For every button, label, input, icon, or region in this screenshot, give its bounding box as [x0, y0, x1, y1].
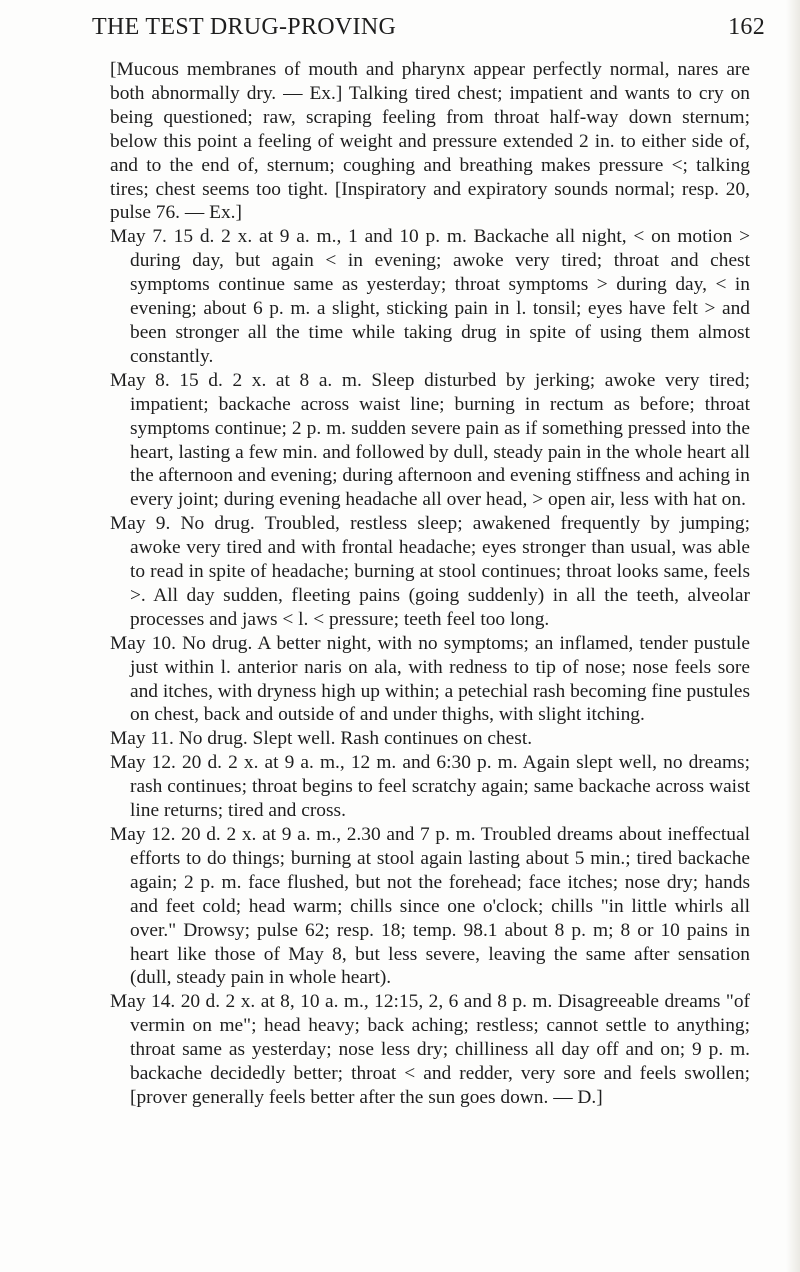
- entry-may-9: May 9. No drug. Troubled, restless sleep; awakened frequently by jumping; awoke very tired and with frontal headache; eyes stronger than usual, was able to read in spite of headache; burning at stool continues; throat looks same, feels >. All day sudden, fleeting pains (going suddenly) in all the teeth, alveolar processes and jaws < l. < pressure; teeth feel too long.: [110, 513, 750, 630]
- entry-may-12-a: May 12. 20 d. 2 x. at 9 a. m., 12 m. and 6:30 p. m. Again slept well, no dreams; rash continues; throat begins to feel scratchy again; same backache across waist line returns; tired and cross.: [110, 752, 750, 822]
- entry-may-11: May 11. No drug. Slept well. Rash continues on chest.: [110, 728, 533, 750]
- page-title: THE TEST DRUG-PROVING: [92, 14, 397, 40]
- page-edge-shadow: [786, 0, 800, 1272]
- body-text: [110, 58, 750, 1110]
- entry-may-10: May 10. No drug. A better night, with no symptoms; an inflamed, tender pustule just within l. anterior naris on ala, with redness to tip of nose; nose feels sore and itches, with dryness high up within; a petechial rash becoming fine pustules on chest, back and outside of and under thighs, with slight itching.: [110, 632, 750, 726]
- running-header: [92, 14, 765, 54]
- entry-may-7: May 7. 15 d. 2 x. at 9 a. m., 1 and 10 p. m. Backache all night, < on motion > during day, but again < in evening; awoke very tired; throat and chest symptoms continue same as yesterday; throat symptoms > during day, < in evening; about 6 p. m. a slight, sticking pain in l. tonsil; eyes have felt > and been stronger all the time while taking drug in spite of using them almost constantly.: [110, 226, 750, 367]
- entry-may-12-b: May 12. 20 d. 2 x. at 9 a. m., 2.30 and 7 p. m. Troubled dreams about ineffectual efforts to do things; burning at stool again lasting about 5 min.; tired backache again; 2 p. m. face flushed, but not the forehead; face itches; nose dry; hands and feet cold; head warm; chills since one o'clock; chills "in little whirls all over." Drowsy; pulse 62; resp. 18; temp. 98.1 about 8 p. m; 8 or 10 pains in heart like those of May 8, but less severe, leaving the same after sensation (dull, steady pain in whole heart).: [110, 824, 750, 989]
- page-number: 162: [728, 14, 765, 40]
- entry-may-14: May 14. 20 d. 2 x. at 8, 10 a. m., 12:15, 2, 6 and 8 p. m. Disagreeable dreams "of vermin on me"; head heavy; back aching; restless; cannot settle to anything; throat same as yesterday; nose less dry; chilliness all day off and on; 9 p. m. backache decidedly better; throat < and redder, very sore and feels swollen; [prover generally feels better after the sun goes down. — D.]: [110, 991, 750, 1108]
- paragraph-intro: [Mucous membranes of mouth and pharynx appear perfectly normal, nares are both abnormally dry. — Ex.] Talking tired chest; impatient and wants to cry on being questioned; raw, scraping feeling from throat half-way down sternum; below this point a feeling of weight and pressure extended 2 in. to either side of, and to the end of, sternum; coughing and breathing makes pressure <; talking tires; chest seems too tight. [Inspiratory and expiratory sounds normal; resp. 20, pulse 76. — Ex.]: [110, 59, 750, 224]
- entry-may-8: May 8. 15 d. 2 x. at 8 a. m. Sleep disturbed by jerking; awoke very tired; impatient; backache across waist line; burning in rectum as before; throat symptoms continue; 2 p. m. sudden severe pain as if something pressed into the heart, lasting a few min. and followed by dull, steady pain in the whole heart all the afternoon and evening; during afternoon and evening stiffness and aching in every joint; during evening headache all over head, > open air, less with hat on.: [110, 369, 750, 511]
